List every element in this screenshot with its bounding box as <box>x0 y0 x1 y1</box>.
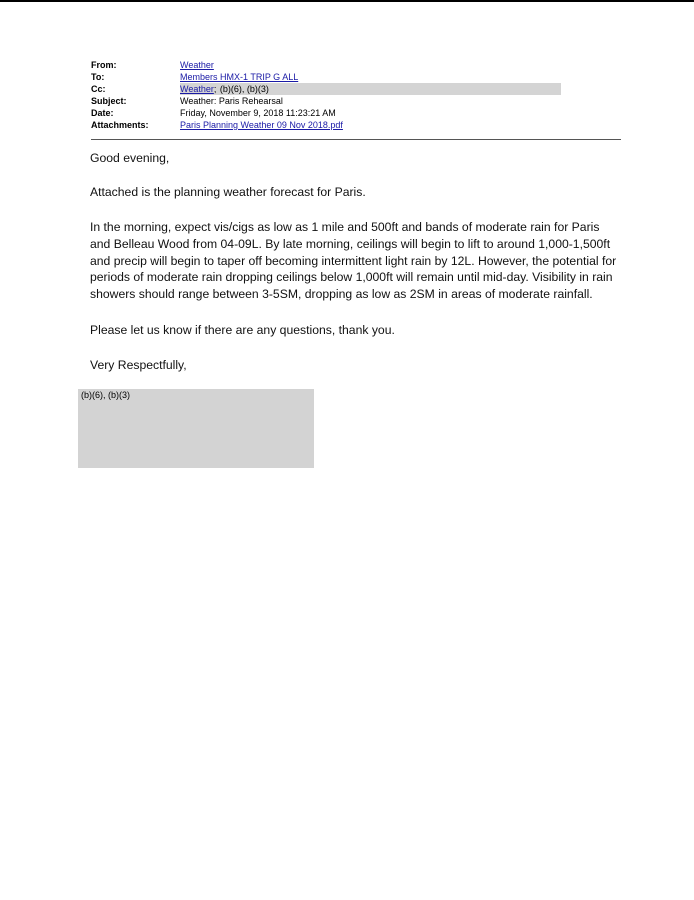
from-label: From: <box>91 60 117 70</box>
cc-label: Cc: <box>91 84 106 94</box>
greeting: Good evening, <box>90 151 170 165</box>
header-row-attachments <box>91 119 621 131</box>
cc-redaction-label: (b)(6), (b)(3) <box>219 84 269 94</box>
cc-separator: ; <box>213 84 217 94</box>
closing: Very Respectfully, <box>90 358 187 372</box>
from-link[interactable]: Weather <box>180 60 214 70</box>
header-row-cc <box>91 83 621 95</box>
cc-link[interactable]: Weather <box>180 84 214 94</box>
header-row-date <box>91 107 621 119</box>
header-row-subject <box>91 95 621 107</box>
attachment-link[interactable]: Paris Planning Weather 09 Nov 2018.pdf <box>180 120 343 130</box>
to-label: To: <box>91 72 105 82</box>
to-link[interactable]: Members HMX-1 TRIP G ALL <box>180 72 299 82</box>
attachments-label: Attachments: <box>91 120 149 130</box>
signature-redaction-box <box>78 389 314 468</box>
subject-label: Subject: <box>91 96 127 106</box>
date-value: Friday, November 9, 2018 11:23:21 AM <box>180 108 336 118</box>
body-paragraph-2: In the morning, expect vis/cigs as low as 1 mile and 500ft and bands of moderate rain for Paris and Belleau Wood from 04-09L. By late morning, ceilings will begin to lift to around 1,000-1,500ft and precip will begin to taper off becoming intermittent light rain by 12L. However, the potential for periods of moderate rain dropping ceilings below 1,000ft will remain until mid-day. Visibility in rain showers should range between 3-5SM, dropping as low as 2SM in areas of moderate rainfall. <box>90 220 617 302</box>
cc-content <box>180 83 269 95</box>
signature-redaction-label: (b)(6), (b)(3) <box>81 390 130 400</box>
header-row-from <box>91 59 621 71</box>
header-divider <box>91 139 621 140</box>
subject-value: Weather: Paris Rehearsal <box>180 96 283 106</box>
header-row-to <box>91 71 621 83</box>
date-label: Date: <box>91 108 114 118</box>
body-paragraph-1: Attached is the planning weather forecast for Paris. <box>90 185 366 199</box>
body-paragraph-3: Please let us know if there are any questions, thank you. <box>90 323 395 337</box>
page-top-border <box>0 0 694 2</box>
